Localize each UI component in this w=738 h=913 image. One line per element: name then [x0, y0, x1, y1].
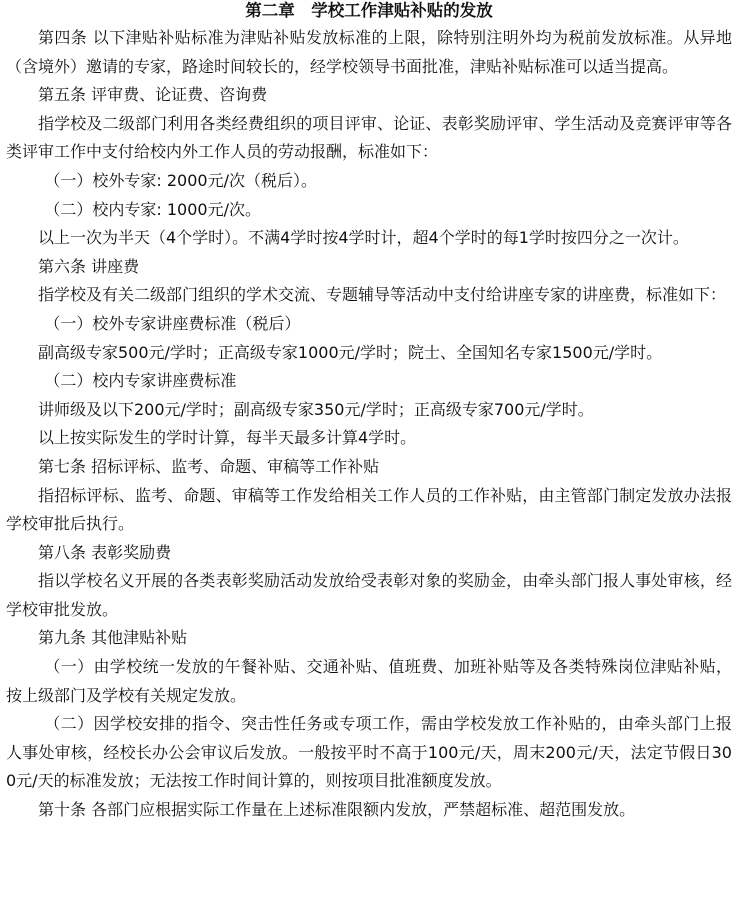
article-10-paragraph: 第十条 各部门应根据实际工作量在上述标准限额内发放，严禁超标准、超范围发放。 — [38, 800, 636, 820]
chapter-title: 第二章 学校工作津贴补贴的发放 — [245, 1, 493, 20]
article-5-item-1: （一）校外专家: 2000元/次（税后）。 — [44, 170, 317, 190]
article-6-item-1: （一）校外专家讲座费标准（税后） — [44, 313, 301, 333]
article-9-item-1: （一）由学校统一发放的午餐补贴、交通补贴、值班费、加班补贴等及各类特殊岗位津贴补贴，按上级部门及学校有关规定发放。 — [6, 657, 732, 705]
article-8-heading: 第八条 表彰奖励费 — [38, 542, 172, 562]
article-6-note: 以上按实际发生的学时计算，每半天最多计算4学时。 — [38, 428, 417, 448]
article-4-paragraph: 第四条 以下津贴补贴标准为津贴补贴发放标准的上限，除特别注明外均为税前发放标准。从异地（含境外）邀请的专家，路途时间较长的，经学校领导书面批准，津贴补贴标准可以适当提高。 — [6, 28, 732, 76]
article-5-item-2: （二）校内专家: 1000元/次。 — [44, 199, 261, 219]
article-6-item-2: （二）校内专家讲座费标准 — [44, 371, 237, 391]
article-8-description: 指以学校名义开展的各类表彰奖励活动发放给受表彰对象的奖励金，由牵头部门报人事处审核，经学校审批发放。 — [6, 571, 732, 619]
article-6-item-1-rates: 副高级专家500元/学时；正高级专家1000元/学时；院士、全国知名专家1500元/学时。 — [38, 342, 663, 362]
article-5-note: 以上一次为半天（4个学时）。不满4学时按4学时计，超4个学时的每1学时按四分之一次计。 — [38, 228, 689, 248]
article-6-item-2-rates: 讲师级及以下200元/学时；副高级专家350元/学时；正高级专家700元/学时。 — [38, 399, 594, 419]
article-5-heading: 第五条 评审费、论证费、咨询费 — [38, 85, 268, 105]
article-9-item-2: （二）因学校安排的指令、突击性任务或专项工作，需由学校发放工作补贴的，由牵头部门上报人事处审核，经校长办公会审议后发放。一般按平时不高于100元/天，周末200元/天，法定节假日300元/天的标准发放；无法按工作时间计算的，则按项目批准额度发放。 — [6, 714, 732, 791]
article-7-description: 指招标评标、监考、命题、审稿等工作发给相关工作人员的工作补贴，由主管部门制定发放办法报学校审批后执行。 — [6, 485, 732, 534]
document-page — [6, 0, 732, 825]
article-7-heading: 第七条 招标评标、监考、命题、审稿等工作补贴 — [38, 456, 380, 476]
article-6-description: 指学校及有关二级部门组织的学术交流、专题辅导等活动中支付给讲座专家的讲座费，标准如下： — [38, 285, 727, 305]
article-9-heading: 第九条 其他津贴补贴 — [38, 628, 188, 648]
article-5-description: 指学校及二级部门利用各类经费组织的项目评审、论证、表彰奖励评审、学生活动及竞赛评审等各类评审工作中支付给校内外工作人员的劳动报酬，标准如下： — [6, 113, 732, 162]
article-6-heading: 第六条 讲座费 — [38, 256, 140, 276]
